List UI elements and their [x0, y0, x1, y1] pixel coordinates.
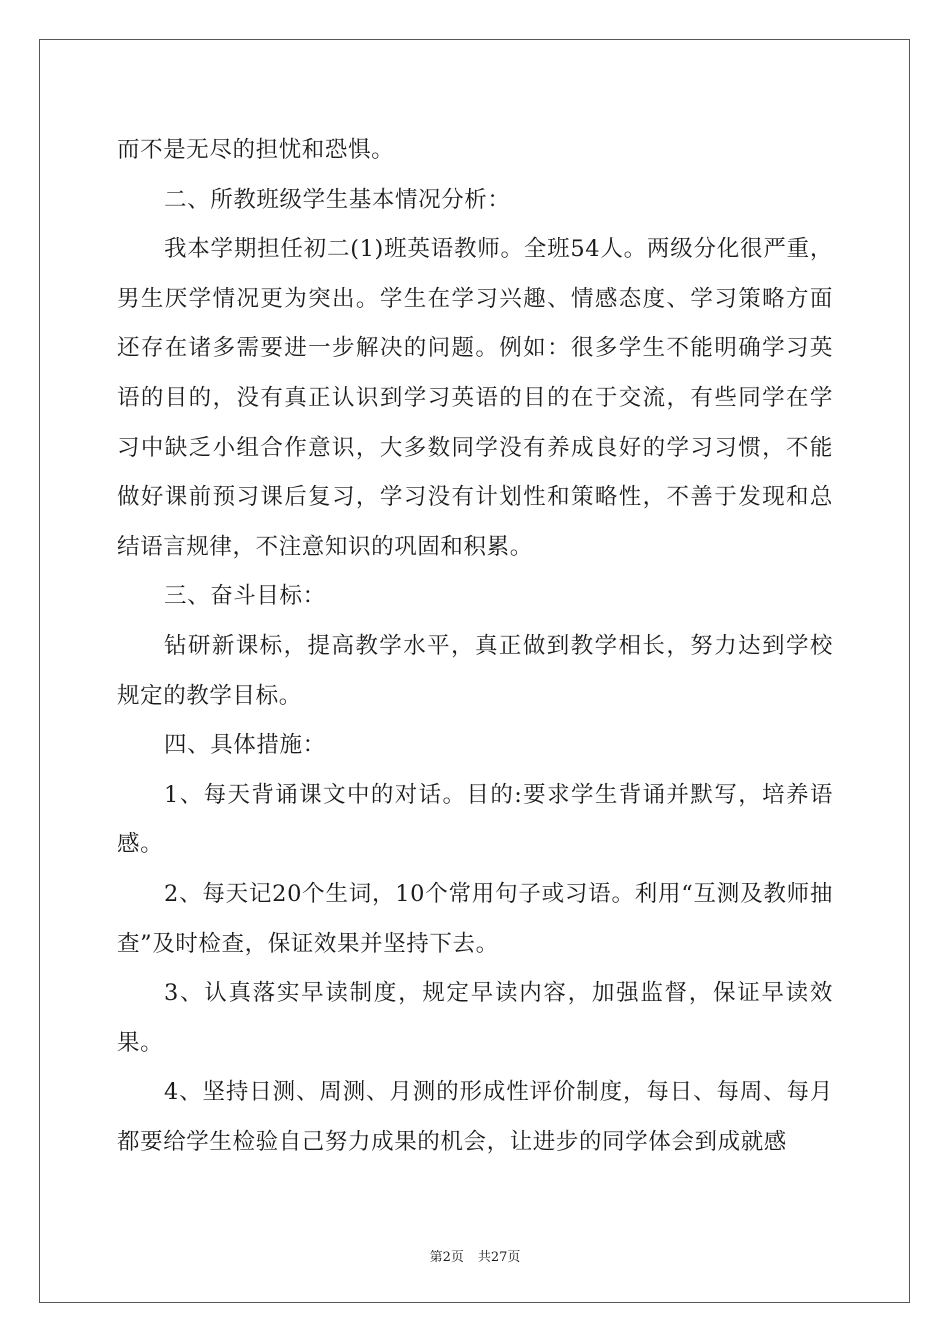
page-footer: [0, 1246, 950, 1265]
paragraph: 钻研新课标，提高教学水平，真正做到教学相长，努力达到学校规定的教学目标。: [117, 632, 833, 709]
current-page-number: 第2页: [429, 1250, 464, 1265]
list-item: 2、每天记20个生词，10个常用句子或习语。利用“互测及教师抽查”及时检查，保证效果并坚持下去。: [117, 880, 833, 957]
list-item: 4、坚持日测、周测、月测的形成性评价制度，每日、每周、每月都要给学生检验自己努力成果的机会，让进步的同学体会到成就感: [117, 1079, 833, 1155]
section-heading: 四、具体措施：: [164, 732, 326, 759]
total-pages: 共27页: [477, 1250, 521, 1265]
document-body: [117, 126, 833, 1167]
list-item: 3、认真落实早读制度，规定早读内容，加强监督，保证早读效果。: [117, 980, 833, 1056]
paragraph: 我本学期担任初二(1)班英语教师。全班54人。两级分化很严重，男生厌学情况更为突出。学生在学习兴趣、情感态度、学习策略方面还存在诸多需要进一步解决的问题。例如：很多学生不能明确学习英语的目的，没有真正认识到学习英语的目的在于交流，有些同学在学习中缺乏小组合作意识，大多数同学没有养成良好的学习习惯，不能做好课前预习课后复习，学习没有计划性和策略性，不善于发现和总结语言规律，不注意知识的巩固和积累。: [117, 236, 833, 560]
section-heading: 三、奋斗目标：: [164, 583, 326, 610]
paragraph: 而不是无尽的担忧和恐惧。: [117, 137, 395, 163]
list-item: 1、每天背诵课文中的对话。目的:要求学生背诵并默写，培养语感。: [117, 781, 833, 858]
section-heading: 二、所教班级学生基本情况分析：: [164, 186, 511, 213]
